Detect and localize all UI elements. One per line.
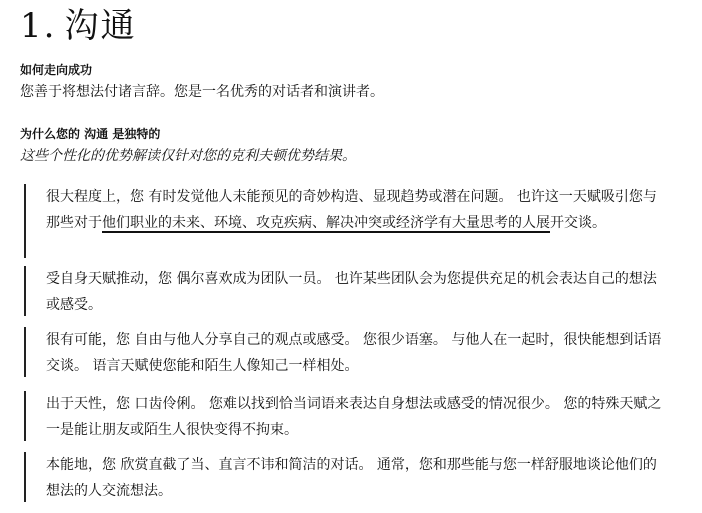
paragraph-text: 很有可能，您 自由与他人分享自己的观点或感受。 您很少语塞。 与他人在一起时，很快能想到话语交谈。 语言天赋使您能和陌生人像知己一样相处。 <box>46 332 662 374</box>
section-heading <box>20 4 136 48</box>
unique-text: 这些个性化的优势解读仅针对您的克利夫顿优势结果。 <box>20 148 356 164</box>
paragraph-block <box>24 452 664 502</box>
paragraph-text: 很大程度上，您 有时发觉他人未能预见的奇妙构造、显现趋势或潜在问题。 也许这一天赋吸引您与那些对于他们职业的未来、环境、攻克疾病、解决冲突或经济学有大量思考的人展开交谈。 <box>46 189 657 231</box>
paragraph-block <box>24 266 664 316</box>
success-text: 您善于将想法付诸言辞。您是一名优秀的对话者和演讲者。 <box>20 84 384 100</box>
paragraph-block <box>24 391 664 441</box>
unique-heading: 为什么您的 沟通 是独特的 <box>20 127 161 141</box>
section-number: 1. <box>20 6 57 46</box>
paragraph-text: 本能地，您 欣赏直截了当、直言不讳和简洁的对话。 通常，您和那些能与您一样舒服地谈论他们的想法的人交流想法。 <box>46 457 657 499</box>
paragraph-text: 受自身天赋推动，您 偶尔喜欢成为团队一员。 也许某些团队会为您提供充足的机会表达自己的想法或感受。 <box>46 271 657 313</box>
success-heading: 如何走向成功 <box>20 63 93 77</box>
underlined-phrase: 他们职业的未来、环境、攻克疾病、解决冲突或经济学有大量思考的人展 <box>102 215 550 231</box>
paragraph-block <box>24 327 664 377</box>
paragraph-text: 出于天性，您 口齿伶俐。 您难以找到恰当词语来表达自身想法或感受的情况很少。 您的特殊天赋之一是能让朋友或陌生人很快变得不拘束。 <box>46 396 662 438</box>
paragraph-block <box>24 184 664 258</box>
section-title: 沟通 <box>64 6 137 46</box>
